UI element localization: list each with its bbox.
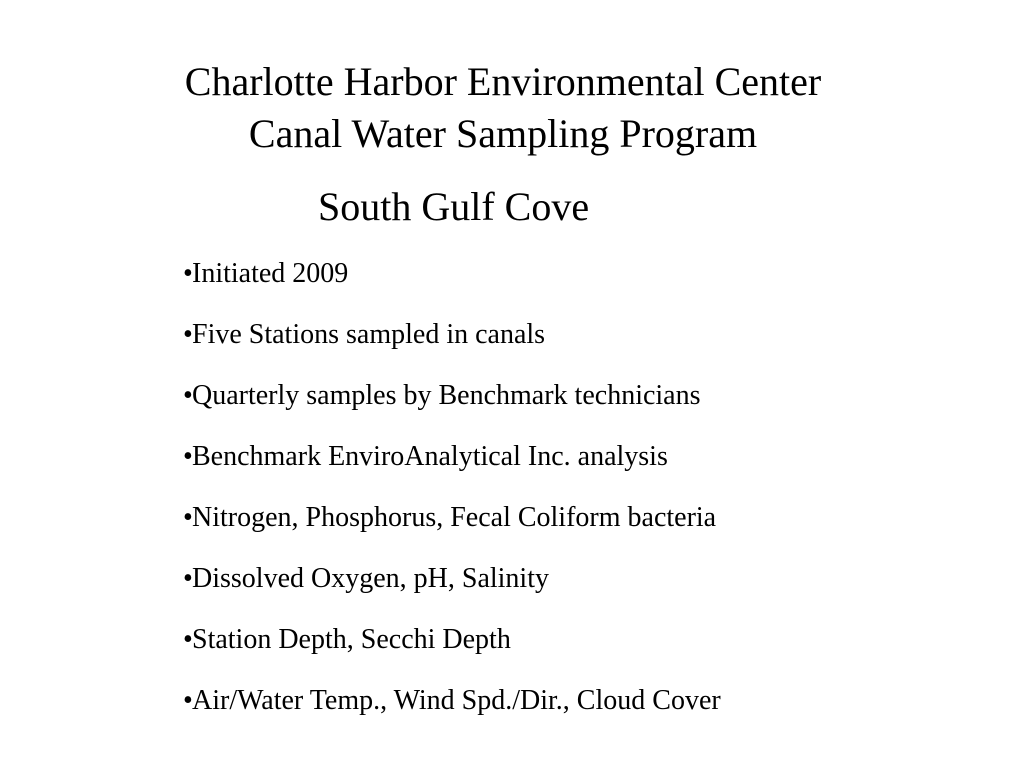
bullet-item-nutrients [183,499,721,537]
bullet-text: Quarterly samples by Benchmark technicians [192,380,701,411]
bullet-item-oxygen [183,560,721,598]
slide-subtitle: South Gulf Cove [318,184,590,229]
slide-title [0,56,1006,160]
bullet-marker: • [183,441,193,472]
bullet-marker: • [183,563,193,594]
bullet-item-initiated [183,255,721,293]
bullet-item-depth [183,621,721,659]
bullet-item-quarterly [183,377,721,415]
bullet-marker: • [183,319,193,350]
bullet-text: Air/Water Temp., Wind Spd./Dir., Cloud Cover [192,685,721,716]
bullet-text: Dissolved Oxygen, pH, Salinity [192,563,549,594]
bullet-text: Station Depth, Secchi Depth [192,624,511,655]
bullet-item-stations [183,316,721,354]
bullet-text: Five Stations sampled in canals [192,319,546,350]
bullet-marker: • [183,380,193,411]
bullet-text: Initiated 2009 [192,258,349,289]
bullet-text: Nitrogen, Phosphorus, Fecal Coliform bacteria [192,502,717,533]
bullet-list [183,255,721,743]
bullet-marker: • [183,685,193,716]
bullet-marker: • [183,258,193,289]
bullet-marker: • [183,502,193,533]
bullet-item-weather [183,682,721,720]
title-line-2: Canal Water Sampling Program [248,111,758,156]
bullet-item-analysis [183,438,721,476]
bullet-marker: • [183,624,193,655]
title-line-1: Charlotte Harbor Environmental Center [184,59,822,104]
bullet-text: Benchmark EnviroAnalytical Inc. analysis [192,441,668,472]
